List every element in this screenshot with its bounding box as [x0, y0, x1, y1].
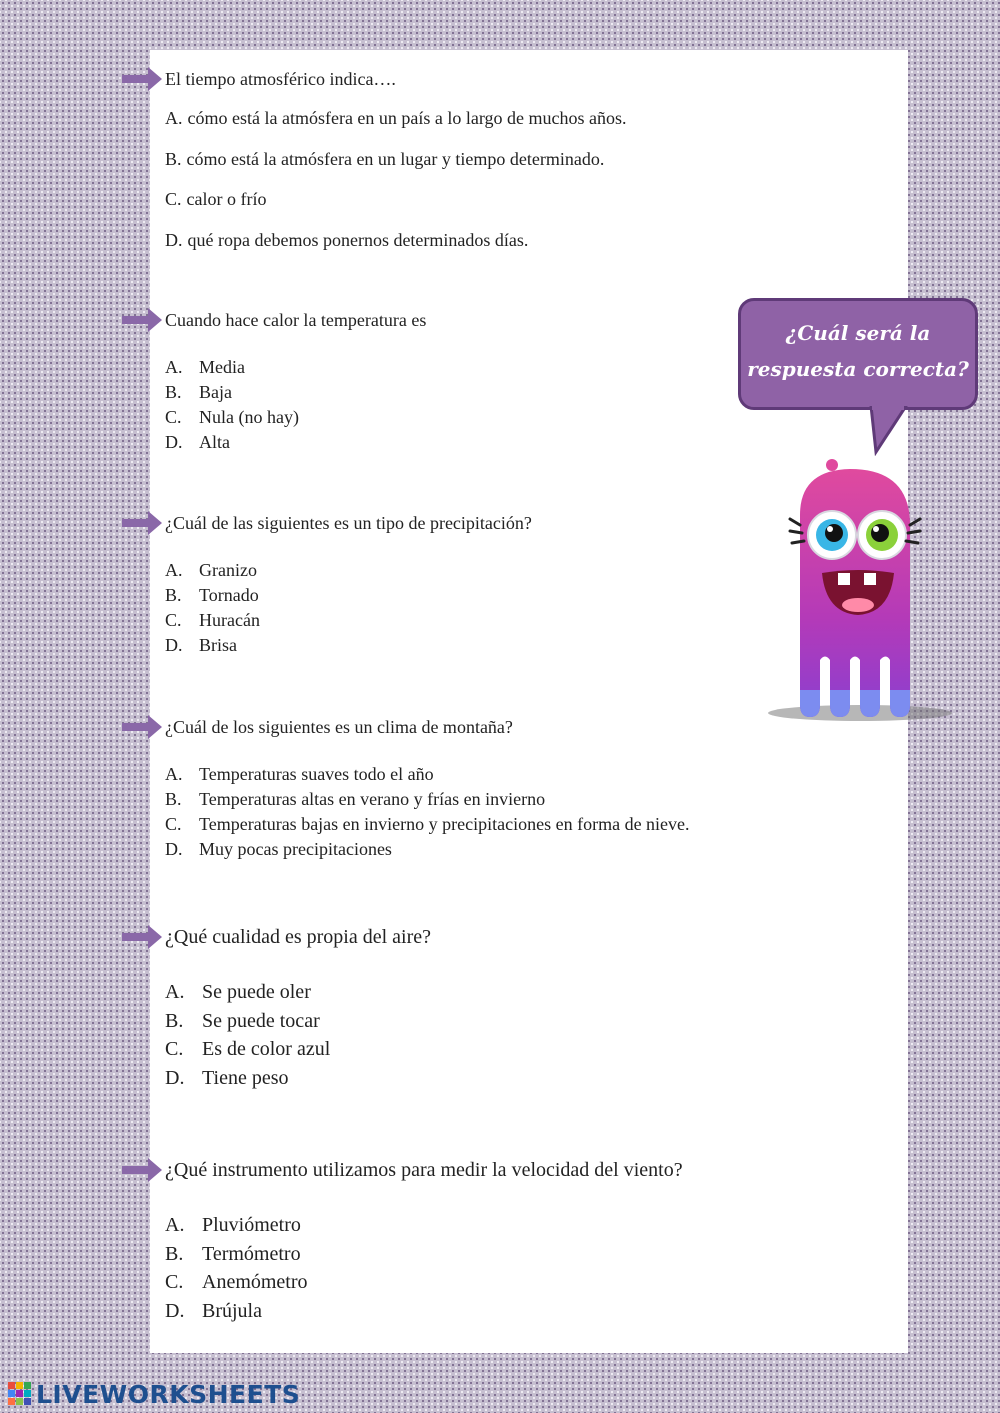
option-b[interactable]: B. Temperaturas altas en verano y frías en invierno: [165, 789, 546, 809]
option-d[interactable]: D. Brújula: [165, 1299, 262, 1322]
options-list: [165, 98, 627, 260]
option-c[interactable]: C. Temperaturas bajas en invierno y precipitaciones en forma de nieve.: [165, 814, 690, 834]
option-b[interactable]: B. cómo está la atmósfera en un lugar y tiempo determinado.: [165, 148, 605, 169]
arrow-right-icon: [122, 1155, 164, 1185]
option-d[interactable]: D. Tiene peso: [165, 1066, 289, 1089]
option-b[interactable]: B. Se puede tocar: [165, 1009, 320, 1032]
options-list: [165, 558, 260, 658]
option-a[interactable]: A. Temperaturas suaves todo el año: [165, 764, 434, 784]
monster-mascot-icon: [760, 455, 980, 725]
option-a[interactable]: A. Pluviómetro: [165, 1214, 301, 1236]
option-a[interactable]: A. Se puede oler: [165, 981, 311, 1003]
arrow-right-icon: [122, 922, 164, 952]
question-text: ¿Cuál de los siguientes es un clima de montaña?: [165, 717, 513, 737]
option-c[interactable]: C. Anemómetro: [165, 1271, 308, 1293]
arrow-right-icon: [122, 64, 164, 94]
option-c[interactable]: C. calor o frío: [165, 189, 267, 209]
bubble-line-1: ¿Cuál será la: [785, 321, 931, 345]
option-d[interactable]: D. qué ropa debemos ponernos determinados días.: [165, 229, 529, 250]
option-b[interactable]: B. Baja: [165, 382, 232, 402]
option-a[interactable]: A. Media: [165, 357, 245, 377]
speech-bubble-tail: [868, 406, 908, 456]
option-d[interactable]: D. Brisa: [165, 635, 237, 655]
options-list: [165, 978, 330, 1092]
brand-blocks-icon: [8, 1382, 32, 1406]
question-text: ¿Qué instrumento utilizamos para medir la velocidad del viento?: [165, 1159, 683, 1181]
option-c[interactable]: C. Huracán: [165, 610, 260, 630]
option-c[interactable]: C. Nula (no hay): [165, 407, 299, 427]
question-text: Cuando hace calor la temperatura es: [165, 310, 427, 330]
option-a[interactable]: A. Granizo: [165, 560, 257, 580]
options-list: [165, 1211, 308, 1325]
options-list: [165, 355, 299, 455]
brand-name: LIVEWORKSHEETS: [36, 1379, 301, 1409]
options-list: [165, 762, 690, 862]
arrow-right-icon: [122, 712, 164, 742]
liveworksheets-logo: [8, 1378, 300, 1410]
option-c[interactable]: C. Es de color azul: [165, 1038, 331, 1060]
option-a[interactable]: A. cómo está la atmósfera en un país a lo largo de muchos años.: [165, 108, 627, 128]
option-b[interactable]: B. Tornado: [165, 585, 259, 605]
question-text: ¿Qué cualidad es propia del aire?: [165, 926, 431, 948]
question-text: El tiempo atmosférico indica….: [165, 69, 396, 89]
speech-bubble: [738, 298, 978, 410]
arrow-right-icon: [122, 508, 164, 538]
arrow-right-icon: [122, 305, 164, 335]
bubble-line-2: respuesta correcta?: [747, 357, 969, 381]
option-d[interactable]: D. Muy pocas precipitaciones: [165, 839, 392, 859]
question-text: ¿Cuál de las siguientes es un tipo de precipitación?: [165, 513, 532, 533]
option-b[interactable]: B. Termómetro: [165, 1242, 301, 1265]
option-d[interactable]: D. Alta: [165, 432, 230, 452]
